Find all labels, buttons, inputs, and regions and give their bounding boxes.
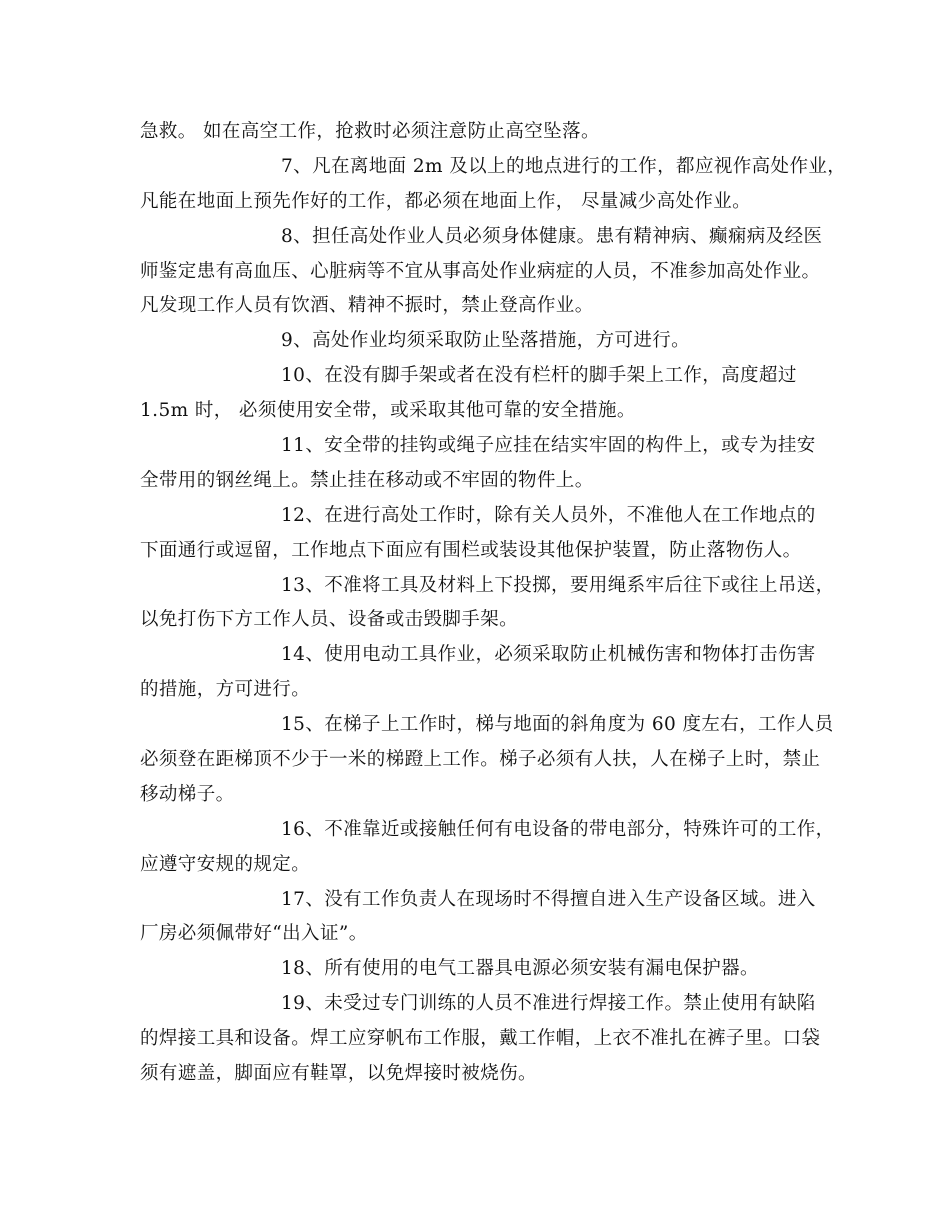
paragraph-line: 下面通行或逗留，工作地点下面应有围栏或装设其他保护装置，防止落物伤人。 [140,539,802,561]
paragraph-line: 应遵守安规的规定。 [140,853,311,875]
paragraph-line: 急救。 如在高空工作，抢救时必须注意防止高空坠落。 [140,121,600,142]
document-body [140,115,847,1092]
paragraph-first-line: 13、不准将工具及材料上下投掷，要用绳系牢后往下或往上吊送， [281,574,835,596]
paragraph-line: 1.5m 时， 必须使用安全带，或采取其他可靠的安全措施。 [140,400,636,422]
paragraph-line: 的焊接工具和设备。焊工应穿帆布工作服，戴工作帽，上衣不准扎在裤子里。口袋 [140,1028,821,1050]
paragraph-line: 以免打伤下方工作人员、设备或击毁脚手架。 [140,609,519,631]
paragraph-first-line: 12、在进行高处工作时，除有关人员外，不准他人在工作地点的 [281,504,816,526]
paragraph-first-line: 17、没有工作负责人在现场时不得擅自进入生产设备区域。进入 [281,888,816,910]
paragraph-line: 的措施，方可进行。 [140,679,311,701]
paragraph-first-line: 7、凡在离地面 2m 及以上的地点进行的工作，都应视作高处作业， [281,155,847,177]
paragraph-line: 厂房必须佩带好“出入证”。 [140,923,368,945]
paragraph-first-line: 11、安全带的挂钩或绳子应挂在结实牢固的构件上，或专为挂安 [281,435,816,457]
paragraph-first-line: 14、使用电动工具作业，必须采取防止机械伤害和物体打击伤害 [281,644,816,666]
paragraph-line: 凡发现工作人员有饮酒、精神不振时，禁止登高作业。 [140,295,594,317]
paragraph-line: 须有遮盖，脚面应有鞋罩，以免焊接时被烧伤。 [140,1063,537,1085]
paragraph-line: 全带用的钢丝绳上。禁止挂在移动或不牢固的物件上。 [140,469,594,491]
paragraph-first-line: 15、在梯子上工作时，梯与地面的斜角度为 60 度左右，工作人员 [281,714,834,736]
paragraph-line: 师鉴定患有高血压、心脏病等不宜从事高处作业病症的人员，不准参加高处作业。 [140,260,821,282]
paragraph-line: 必须登在距梯顶不少于一米的梯蹬上工作。梯子必须有人扶，人在梯子上时，禁止 [140,749,821,771]
paragraph-first-line: 10、在没有脚手架或者在没有栏杆的脚手架上工作，高度超过 [281,365,797,387]
paragraph-first-line: 16、不准靠近或接触任何有电设备的带电部分，特殊许可的工作， [281,818,835,840]
paragraph-first-line: 9、高处作业均须采取防止坠落措施，方可进行。 [281,330,691,352]
paragraph-first-line: 8、担任高处作业人员必须身体健康。患有精神病、癫痫病及经医 [281,225,823,247]
paragraph-line: 移动梯子。 [140,783,235,805]
paragraph-line: 凡能在地面上预先作好的工作，都必须在地面上作， 尽量减少高处作业。 [140,190,752,212]
paragraph-first-line: 19、未受过专门训练的人员不准进行焊接工作。禁止使用有缺陷 [281,993,816,1015]
paragraph-first-line: 18、所有使用的电气工器具电源必须安装有漏电保护器。 [281,958,759,980]
